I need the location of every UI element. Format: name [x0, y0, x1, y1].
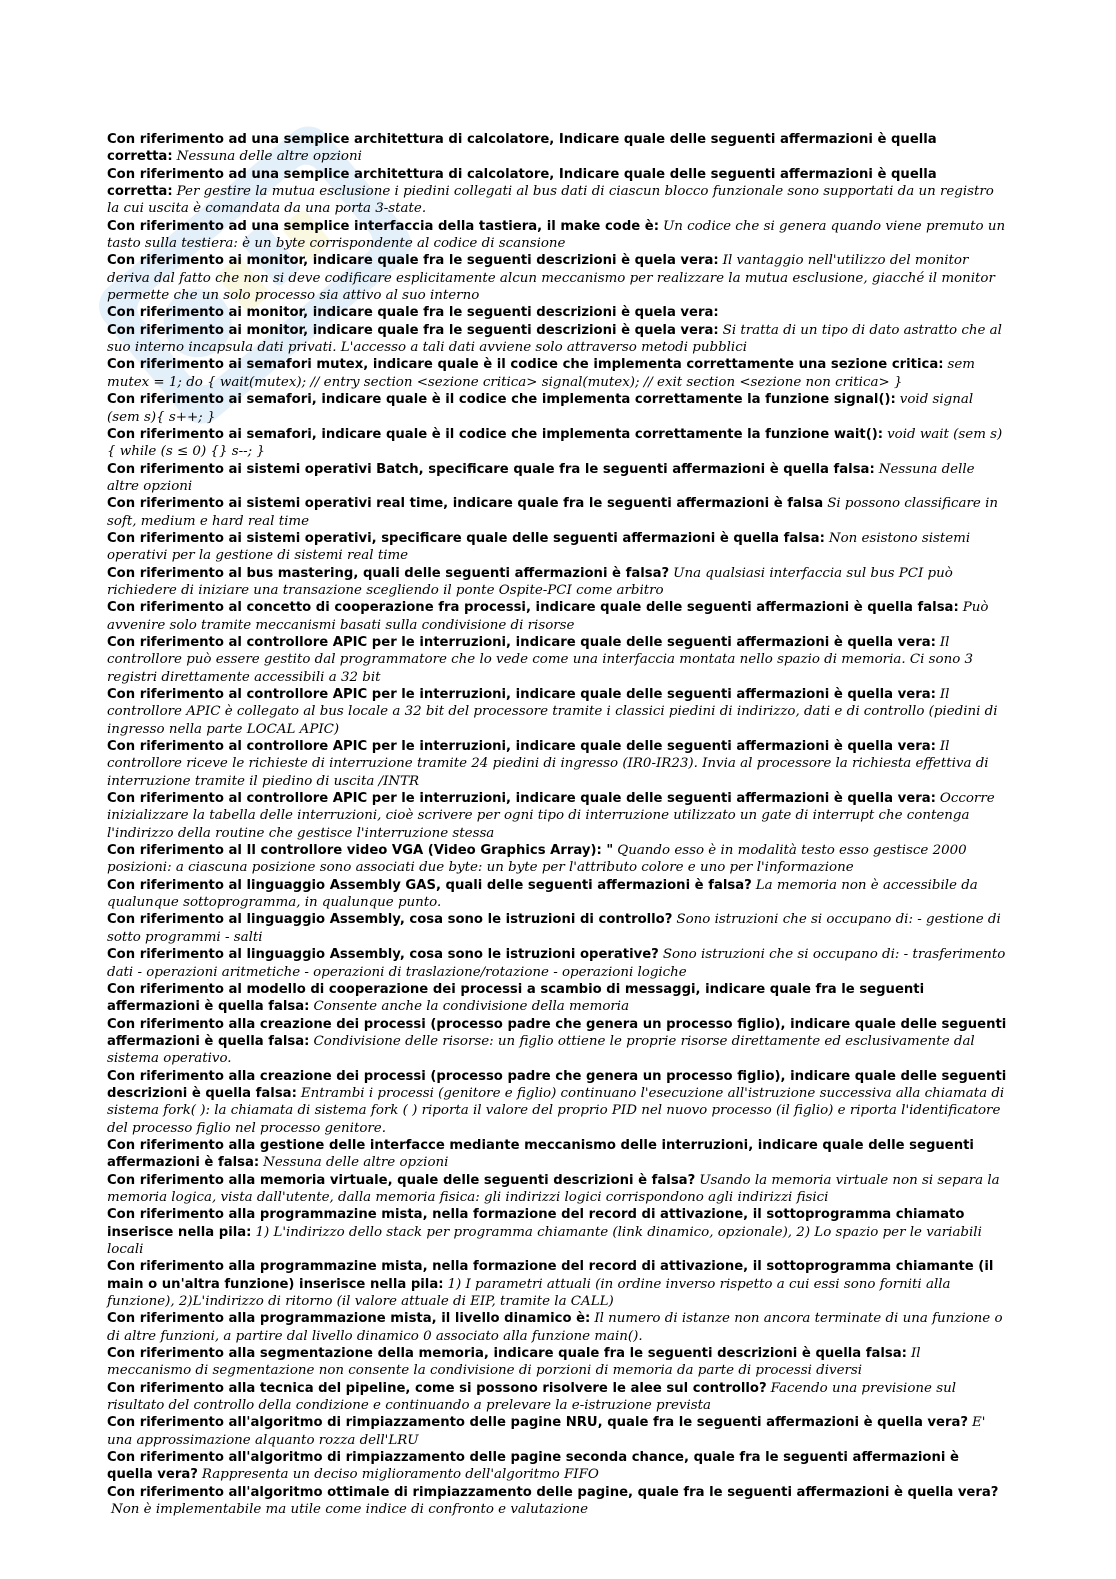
answer-text: Nessuna delle altre opzioni [176, 149, 362, 165]
answer-text: 1) L'indirizzo dello stack per programma chiamante (link dinamico, opzionale), 2) Lo spazio per le variabili locali [107, 1224, 982, 1257]
answer-text: Occorre inizializzare la tabella delle interruzioni, cioè scrivere per ogni tipo di interruzione utilizzato un gate di interrupt che contenga l'indirizzo della routine che gestisce l'interruzione stessa [107, 791, 995, 841]
answer-text: Quando esso è in modalità testo esso gestisce 2000 posizioni: a ciascuna posizione sono associati due byte: un byte per l'attributo colore e uno per l'informazione [107, 843, 967, 876]
question-text: Con riferimento ad una semplice architettura di calcolatore, Indicare quale delle seguenti affermazioni è quella corretta: [107, 132, 937, 165]
question-text: Con riferimento ai sistemi operativi, specificare quale delle seguenti affermazioni è quella falsa: [107, 530, 825, 546]
qa-item [107, 1414, 1007, 1449]
qa-item [107, 634, 1007, 686]
question-text: Con riferimento alla segmentazione della memoria, indicare quale fra le seguenti descrizioni è quella falsa: [107, 1346, 907, 1362]
answer-text: Facendo una previsione sul risultato del controllo della condizione e continuando a prelevare la e-istruzione prevista [107, 1380, 956, 1414]
question-text: Con riferimento al modello di cooperazione dei processi a scambio di messaggi, indicare quale fra le seguenti affermazioni è quella falsa: [107, 981, 925, 1015]
question-text: Con riferimento ai sistemi operativi real time, indicare quale fra le seguenti affermazioni è falsa [107, 496, 824, 512]
qa-item [107, 877, 1007, 912]
qa-item [107, 391, 1007, 426]
qa-item [107, 686, 1007, 738]
answer-text: Nessuna delle altre opzioni [263, 1155, 449, 1171]
answer-text: Il numero di istanze non ancora terminate di una funzione o di altre funzioni, a partire dal livello dinamico 0 associato alla funzione main(). [107, 1311, 1003, 1344]
qa-item [107, 1137, 1007, 1172]
answer-text: Nessuna delle altre opzioni [107, 461, 975, 494]
qa-item [107, 1258, 1007, 1310]
qa-item [107, 304, 1007, 321]
qa-item [107, 738, 1007, 790]
question-text: Con riferimento al controllore APIC per le interruzioni, indicare quale delle seguenti affermazioni è quella vera: [107, 687, 936, 702]
answer-text: La memoria non è accessibile da qualunque sottoprogramma, in qualunque punto. [107, 877, 978, 911]
answer-text: sem mutex = 1; do { wait(mutex); // entry section <sezione critica> signal(mutex); // exit section <sezione non critica> } [107, 357, 975, 390]
qa-item [107, 530, 1007, 565]
question-text: Con riferimento al Il controllore video VGA (Video Graphics Array): " [107, 843, 614, 859]
qa-item [107, 1380, 1007, 1415]
answer-text: Non esistono sistemi operativi per la gestione di sistemi real time [107, 530, 971, 564]
question-text: Con riferimento al controllore APIC per le interruzioni, indicare quale delle seguenti affermazioni è quella vera: [107, 739, 936, 755]
question-text: Con riferimento all'algoritmo ottimale di rimpiazzamento delle pagine, quale fra le seguenti affermazioni è quella vera? [107, 1484, 999, 1500]
qa-item [107, 1449, 1007, 1484]
answer-text: Si tratta di un tipo di dato astratto che al suo interno incapsula dati privati. L'accesso a tali dati avviene solo attraverso metodi pubblici [107, 322, 1002, 356]
qa-item [107, 1310, 1007, 1345]
qa-item [107, 461, 1007, 496]
answer-text: Per gestire la mutua esclusione i piedini collegati al bus dati di ciascun blocco funzionale sono supportati da un registro la cui uscita è comandata da una porta 3-state. [107, 184, 994, 217]
qa-item [107, 1206, 1007, 1258]
question-text: Con riferimento ai monitor, indicare quale fra le seguenti descrizioni è quela vera: [107, 253, 719, 269]
qa-item [107, 911, 1007, 946]
qa-item [107, 495, 1007, 530]
question-text: Con riferimento alla tecnica del pipeline, come si possono risolvere le alee sul controllo? [107, 1380, 767, 1396]
question-text: Con riferimento alla creazione dei processi (processo padre che genera un processo figlio), indicare quale delle seguenti descrizioni è quella falsa: [107, 1068, 1007, 1101]
qa-list [107, 131, 1007, 1519]
question-text: Con riferimento all'algoritmo di rimpiazzamento delle pagine seconda chance, quale fra le seguenti affermazioni è quella vera? [107, 1450, 959, 1483]
qa-item [107, 1172, 1007, 1207]
qa-item [107, 322, 1007, 357]
answer-text: Il controllore APIC è collegato al bus locale a 32 bit del processore tramite i classici piedini di indirizzo, dati e di controllo (piedini di ingresso nella parte LOCAL APIC) [107, 687, 998, 737]
answer-text: Non è implementabile ma utile come indice di confronto e valutazione [111, 1502, 589, 1518]
question-text: Con riferimento ai semafori mutex, indicare quale è il codice che implementa correttamente una sezione critica: [107, 357, 944, 373]
answer-text: 1) I parametri attuali (in ordine inverso rispetto a cui essi sono forniti alla funzione), 2)L'indirizzo di ritorno (il valore attuale di EIP, tramite la CALL) [107, 1276, 951, 1310]
qa-item [107, 252, 1007, 304]
qa-item [107, 599, 1007, 634]
question-text: Con riferimento al controllore APIC per le interruzioni, indicare quale delle seguenti affermazioni è quella vera: [107, 791, 936, 807]
qa-item [107, 356, 1007, 391]
question-text: Con riferimento al linguaggio Assembly GAS, quali delle seguenti affermazioni è falsa? [107, 877, 752, 893]
answer-text: Consente anche la condivisione della memoria [313, 999, 630, 1015]
question-text: Con riferimento alla programmazine mista, nella formazione del record di attivazione, il sottoprogramma chiamato inserisce nella pila: [107, 1207, 965, 1240]
question-text: Con riferimento al controllore APIC per le interruzioni, indicare quale delle seguenti affermazioni è quella vera: [107, 634, 936, 650]
qa-item [107, 790, 1007, 842]
answer-text: Entrambi i processi (genitore e figlio) continuano l'esecuzione all'istruzione successiva alla chiamata di sistema fork( ): la chiamata di sistema fork ( ) riporta il valore del proprio PID nel nuovo processo (il figlio) e riporta l'identificatore del processo figlio nel processo genitore. [107, 1085, 1005, 1136]
answer-text: Una qualsiasi interfaccia sul bus PCI può richiedere di iniziare una transazione scegliendo il ponte Ospite-PCI come arbitro [107, 565, 953, 598]
answer-text: Sono istruzioni che si occupano di: - trasferimento dati - operazioni aritmetiche - operazioni di traslazione/rotazione - operazioni logiche [107, 947, 1006, 980]
answer-text: Il controllore può essere gestito dal programmatore che lo vede come una interfaccia montata nello spazio di memoria. Ci sono 3 registri direttamente accessibili a 32 bit [107, 634, 974, 685]
answer-text: Il meccanismo di segmentazione non consente la condivisione di porzioni di memoria da parte di processi diversi [107, 1346, 921, 1379]
question-text: Con riferimento ai semafori, indicare quale è il codice che implementa correttamente la funzione wait(): [107, 426, 884, 442]
qa-item [107, 426, 1007, 461]
answer-text: Può avvenire solo tramite meccanismi basati sulla condivisione di risorse [107, 600, 989, 633]
qa-item [107, 1016, 1007, 1068]
question-text: Con riferimento al linguaggio Assembly, cosa sono le istruzioni operative? [107, 947, 659, 963]
qa-item [107, 218, 1007, 253]
qa-item [107, 1484, 1007, 1519]
question-text: Con riferimento ad una semplice interfaccia della tastiera, il make code è: [107, 218, 660, 234]
qa-item [107, 1068, 1007, 1137]
answer-text: Condivisione delle risorse: un figlio ottiene le proprie risorse direttamente ed esclusivamente dal sistema operativo. [107, 1033, 975, 1067]
qa-item [107, 565, 1007, 600]
question-text: Con riferimento ai monitor, indicare quale fra le seguenti descrizioni è quela vera: [107, 305, 719, 321]
question-text: Con riferimento alla programmazione mista, il livello dinamico è: [107, 1311, 591, 1327]
qa-item [107, 1345, 1007, 1380]
answer-text: Il vantaggio nell'utilizzo del monitor deriva dal fatto che non si deve codificare esplicitamente alcun meccanismo per realizzare la mutua esclusione, giacché il monitor permette che un solo processo sia attivo al suo interno [107, 253, 995, 304]
answer-text: Il controllore riceve le richieste di interruzione tramite 24 piedini di ingresso (IR0-IR23). Invia al processore la richiesta effettiva di interruzione tramite il piedino di uscita /INTR [107, 739, 989, 789]
qa-item [107, 131, 1007, 166]
qa-item [107, 981, 1007, 1016]
answer-text: Si possono classificare in soft, medium e hard real time [107, 496, 998, 529]
question-text: Con riferimento ai monitor, indicare quale fra le seguenti descrizioni è quela vera: [107, 322, 719, 338]
answer-text: Sono istruzioni che si occupano di: - gestione di sotto programmi - salti [107, 912, 1001, 945]
question-text: Con riferimento alla programmazine mista, nella formazione del record di attivazione, il sottoprogramma chiamante (il main o un'altra funzione) inserisce nella pila: [107, 1259, 994, 1292]
answer-text: Rappresenta un deciso miglioramento dell'algoritmo FIFO [201, 1467, 599, 1483]
question-text: Con riferimento alla gestione delle interfacce mediante meccanismo delle interruzioni, indicare quale delle seguenti affermazioni è falsa: [107, 1137, 974, 1171]
question-text: Con riferimento all'algoritmo di rimpiazzamento delle pagine NRU, quale fra le seguenti affermazioni è quella vera? [107, 1415, 969, 1431]
question-text: Con riferimento ad una semplice architettura di calcolatore, Indicare quale delle seguenti affermazioni è quella corretta: [107, 166, 937, 200]
answer-text: E' una approssimazione alquanto rozza dell'LRU [107, 1415, 986, 1448]
question-text: Con riferimento al linguaggio Assembly, cosa sono le istruzioni di controllo? [107, 912, 673, 928]
answer-text: Un codice che si genera quando viene premuto un tasto sulla testiera: è un byte corrispondente al codice di scansione [107, 218, 1006, 252]
question-text: Con riferimento alla memoria virtuale, quale delle seguenti descrizioni è falsa? [107, 1172, 696, 1188]
answer-text: void wait (sem s){ while (s ≤ 0) {} s--; } [107, 426, 1003, 460]
answer-text: void signal (sem s){ s++; } [107, 392, 974, 425]
qa-item [107, 946, 1007, 981]
question-text: Con riferimento ai sistemi operativi Batch, specificare quale fra le seguenti affermazioni è quella falsa: [107, 461, 875, 477]
question-text: Con riferimento al bus mastering, quali delle seguenti affermazioni è falsa? [107, 565, 670, 581]
question-text: Con riferimento al concetto di cooperazione fra processi, indicare quale delle seguenti affermazioni è quella falsa: [107, 600, 959, 616]
qa-item [107, 842, 1007, 877]
qa-item [107, 166, 1007, 218]
answer-text: Usando la memoria virtuale non si separa la memoria logica, vista dall'utente, dalla memoria fisica: gli indirizzi logici corrispondono agli indirizzi fisici [107, 1172, 1000, 1205]
question-text: Con riferimento ai semafori, indicare quale è il codice che implementa correttamente la funzione signal(): [107, 392, 896, 408]
question-text: Con riferimento alla creazione dei processi (processo padre che genera un processo figlio), indicare quale delle seguenti affermazioni è quella falsa: [107, 1016, 1007, 1049]
